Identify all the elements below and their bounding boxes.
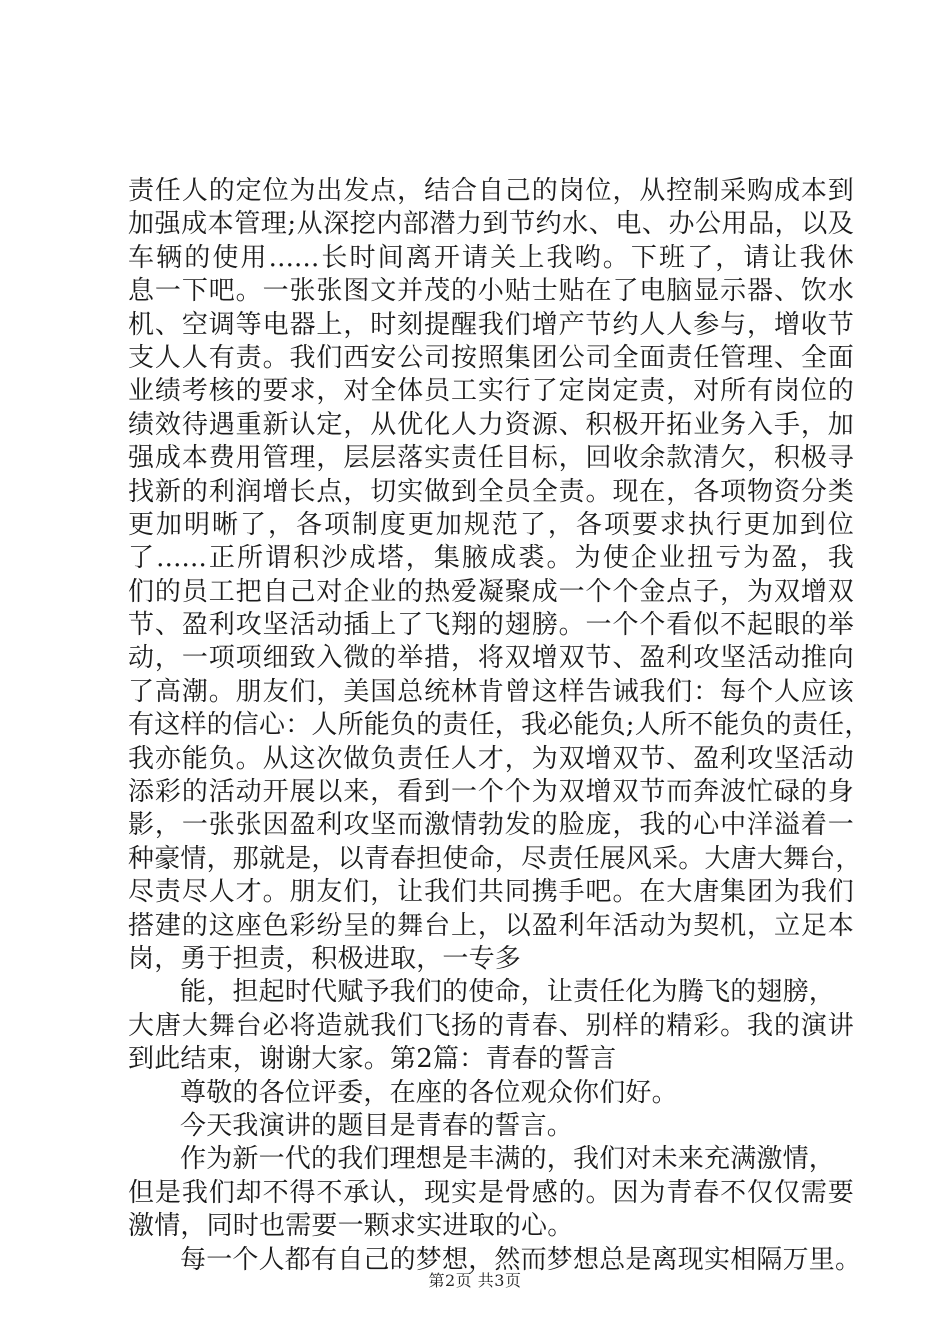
paragraph-start-line: 今天我演讲的题目是青春的誓言。 [180,1110,574,1141]
text-line: 有这样的信心：人所能负的责任，我必能负;人所不能负的责任， [128,710,871,741]
text-line: 动，一项项细致入微的举措，将双增双节、盈利攻坚活动推向 [128,643,854,674]
text-line: 了高潮。朋友们，美国总统林肯曾这样告诫我们：每个人应该 [128,676,854,707]
text-line: 加强成本管理;从深挖内部潜力到节约水、电、办公用品，以及 [128,209,854,240]
text-line: 到此结束，谢谢大家。第2篇：青春的誓言 [128,1044,617,1075]
text-line: 添彩的活动开展以来，看到一个个为双增双节而奔波忙碌的身 [128,777,854,808]
text-line: 但是我们却不得不承认，现实是骨感的。因为青春不仅仅需要 [128,1177,854,1208]
text-line: 我亦能负。从这次做负责任人才，为双增双节、盈利攻坚活动 [128,743,854,774]
text-line: 息一下吧。一张张图文并茂的小贴士贴在了电脑显示器、饮水 [128,276,854,307]
body-text [128,175,871,1277]
text-line: 支人人有责。我们西安公司按照集团公司全面责任管理、全面 [128,342,854,373]
text-line: 岗，勇于担责，积极进取，一专多 [128,943,522,974]
text-line: 搭建的这座色彩纷呈的舞台上，以盈利年活动为契机，立足本 [128,910,854,941]
text-line: 们的员工把自己对企业的热爱凝聚成一个个金点子，为双增双 [128,576,854,607]
text-line: 影，一张张因盈利攻坚而激情勃发的脸庞，我的心中洋溢着一 [128,810,854,841]
text-line: 强成本费用管理，层层落实责任目标，回收余款清欠，积极寻 [128,443,854,474]
text-line: 绩效待遇重新认定，从优化人力资源、积极开拓业务入手，加 [128,409,854,440]
text-line: 尽责尽人才。朋友们，让我们共同携手吧。在大唐集团为我们 [128,877,854,908]
paragraph-start-line: 每一个人都有自己的梦想，然而梦想总是离现实相隔万里。 [180,1244,862,1275]
text-line: 找新的利润增长点，切实做到全员全责。现在，各项物资分类 [128,476,854,507]
text-line: 种豪情，那就是，以青春担使命，尽责任展风采。大唐大舞台， [128,843,862,874]
text-line: 节、盈利攻坚活动插上了飞翔的翅膀。一个个看似不起眼的举 [128,610,854,641]
text-line: 业绩考核的要求，对全体员工实行了定岗定责，对所有岗位的 [128,376,854,407]
text-line: 机、空调等电器上，时刻提醒我们增产节约人人参与，增收节 [128,309,854,340]
paragraph-start-line: 尊敬的各位评委，在座的各位观众你们好。 [180,1077,678,1108]
text-line: 责任人的定位为出发点，结合自己的岗位，从控制采购成本到 [128,176,854,206]
text-line: 车辆的使用......长时间离开请关上我哟。下班了，请让我休 [128,242,854,273]
text-line: 了......正所谓积沙成塔，集腋成裘。为使企业扭亏为盈，我 [128,543,854,574]
text-line: 激情，同时也需要一颗求实进取的心。 [128,1211,574,1242]
text-line: 大唐大舞台必将造就我们飞扬的青春、别样的精彩。我的演讲 [128,1010,854,1041]
text-line: 更加明晰了，各项制度更加规范了，各项要求执行更加到位 [128,509,854,540]
paragraph-start-line: 作为新一代的我们理想是丰满的，我们对未来充满激情， [180,1144,836,1175]
page-number-footer: 第2页 共3页 [428,1271,522,1290]
paragraph-start-line: 能，担起时代赋予我们的使命，让责任化为腾飞的翅膀， [180,977,836,1008]
